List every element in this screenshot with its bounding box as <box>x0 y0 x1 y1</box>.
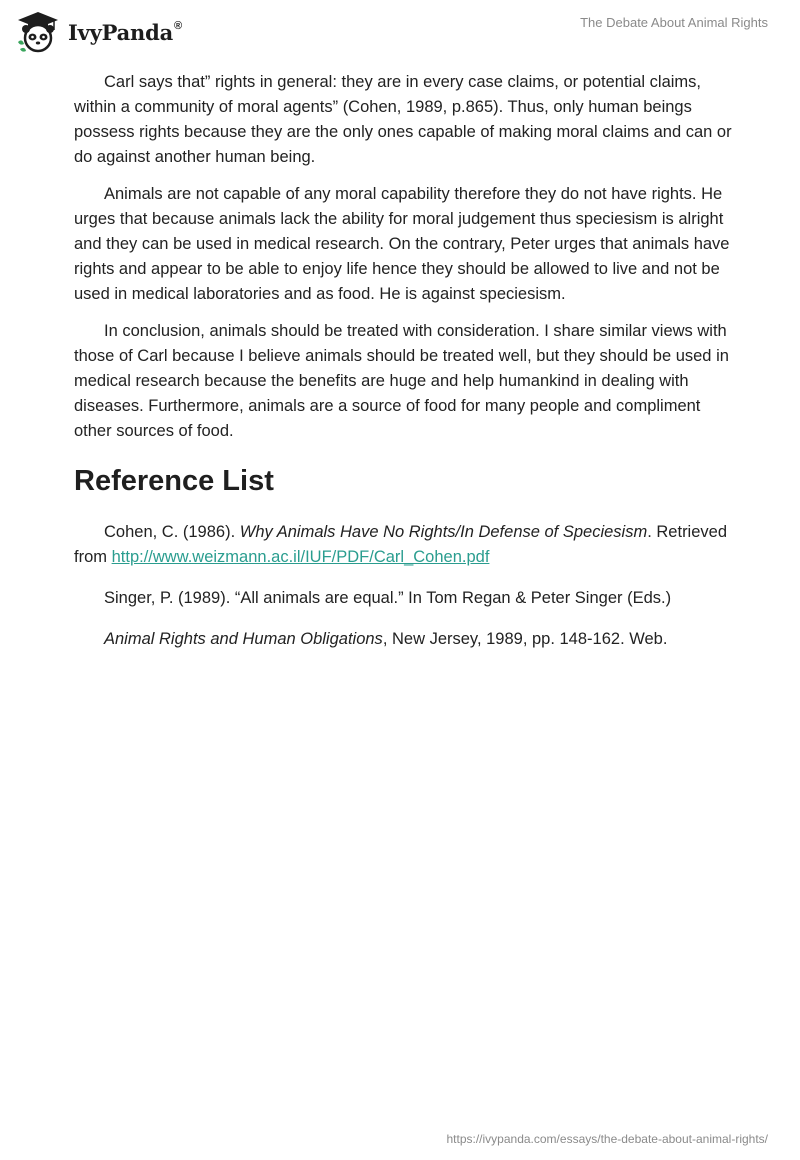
ivypanda-logo[interactable] <box>14 8 182 56</box>
reference-list-heading: Reference List <box>74 465 274 497</box>
reference-title: Why Animals Have No Rights/In Defense of Speciesism <box>239 523 648 541</box>
running-title: The Debate About Animal Rights <box>580 15 768 30</box>
reference-entry: Singer, P. (1989). “All animals are equal.” In Tom Regan & Peter Singer (Eds.) <box>104 589 672 607</box>
reference-entry <box>74 520 734 570</box>
reference-link[interactable]: http://www.weizmann.ac.il/IUF/PDF/Carl_Cohen.pdf <box>111 548 490 566</box>
paragraph: Animals are not capable of any moral capability therefore they do not have rights. He urges that because animals lack the ability for moral judgement thus speciesism is alright and they can be used in medical research. On the contrary, Peter urges that animals have rights and appear to be able to enjoy life hence they should be allowed to live and not be used in medical laboratories and as food. He is against speciesism. <box>74 185 730 303</box>
page-header <box>0 0 800 60</box>
paragraph: Carl says that” rights in general: they are in every case claims, or potential claims, within a community of moral agents” (Cohen, 1989, p.865). Thus, only human beings possess rights because they are the only ones capable of making moral claims and can or do against another human being. <box>74 73 732 166</box>
paragraph: In conclusion, animals should be treated with consideration. I share similar views with those of Carl because I believe animals should be treated well, but they should be used in medical research because the benefits are huge and help humankind in dealing with diseases. Furthermore, animals are a source of food for many people and compliment other sources of food. <box>74 322 729 440</box>
registered-mark: ® <box>174 19 182 32</box>
reference-details: , New Jersey, 1989, pp. 148-162. Web. <box>382 630 668 648</box>
panda-graduate-icon <box>14 8 62 56</box>
reference-source: . Retrieved from <box>74 523 728 566</box>
reference-author: Cohen, C. (1986). <box>104 523 240 541</box>
essay-body <box>74 70 734 668</box>
source-url[interactable]: https://ivypanda.com/essays/the-debate-about-animal-rights/ <box>446 1132 768 1146</box>
logo-wordmark: IvyPanda® <box>68 19 182 45</box>
reference-entry <box>74 627 734 652</box>
reference-title: Animal Rights and Human Obligations <box>104 630 383 648</box>
